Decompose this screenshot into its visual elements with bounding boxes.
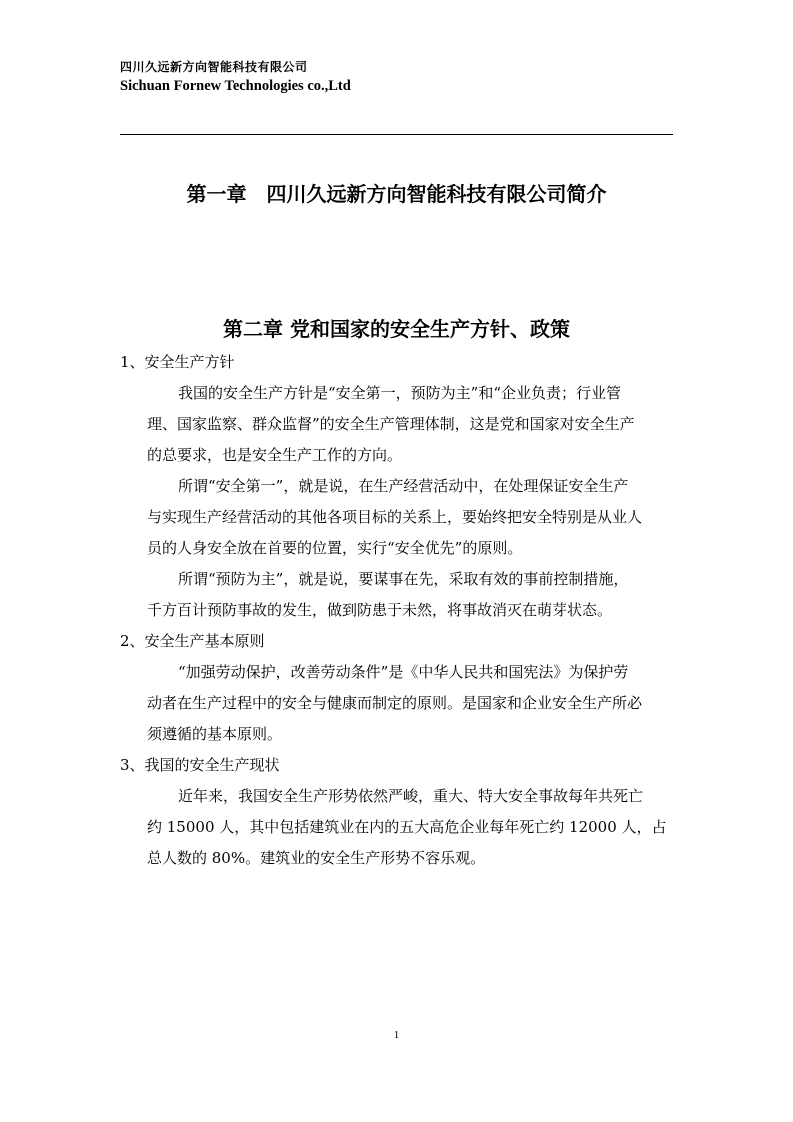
- paragraph-line: 千方百计预防事故的发生，做到防患于未然，将事故消灭在萌芽状态。: [147, 601, 613, 619]
- chapter1-title: 第一章 四川久远新方向智能科技有限公司简介: [186, 182, 607, 206]
- paragraph-line: 员的人身安全放在首要的位置，实行“安全优先”的原则。: [147, 539, 523, 557]
- paragraph-line: 我国的安全生产方针是“安全第一，预防为主”和“企业负责；行业管: [178, 384, 622, 402]
- paragraph-line: 理、国家监察、群众监督”的安全生产管理体制，这是党和国家对安全生产: [147, 415, 635, 433]
- page-number: 1: [393, 1029, 400, 1041]
- paragraph-line: 所谓“预防为主”，就是说，要谋事在先，采取有效的事前控制措施，: [178, 570, 629, 588]
- paragraph-line: 所谓“安全第一”，就是说，在生产经营活动中，在处理保证安全生产: [178, 477, 629, 495]
- section-heading: 1、安全生产方针: [120, 353, 235, 371]
- paragraph-line: “加强劳动保护，改善劳动条件”是《中华人民共和国宪法》为保护劳: [178, 663, 629, 681]
- header-divider: [120, 134, 673, 135]
- paragraph-line: 约 15000 人，其中包括建筑业在内的五大高危企业每年死亡约 12000 人，占: [147, 818, 667, 836]
- section-heading: 2、安全生产基本原则: [120, 632, 265, 650]
- section-heading: 3、我国的安全生产现状: [120, 756, 280, 774]
- paragraph-line: 近年来，我国安全生产形势依然严峻，重大、特大安全事故每年共死亡: [178, 787, 644, 805]
- header-company-en: Sichuan Fornew Technologies co.,Ltd: [120, 78, 351, 94]
- paragraph-line: 的总要求，也是安全生产工作的方向。: [147, 446, 403, 464]
- header-company-cn: 四川久远新方向智能科技有限公司: [120, 60, 308, 74]
- paragraph-line: 与实现生产经营活动的其他各项目标的关系上，要始终把安全特别是从业人: [147, 508, 643, 526]
- paragraph-line: 须遵循的基本原则。: [147, 725, 283, 743]
- paragraph-line: 总人数的 80%。建筑业的安全生产形势不容乐观。: [147, 849, 486, 867]
- chapter2-title: 第二章 党和国家的安全生产方针、政策: [223, 317, 570, 341]
- paragraph-line: 动者在生产过程中的安全与健康而制定的原则。是国家和企业安全生产所必: [147, 694, 643, 712]
